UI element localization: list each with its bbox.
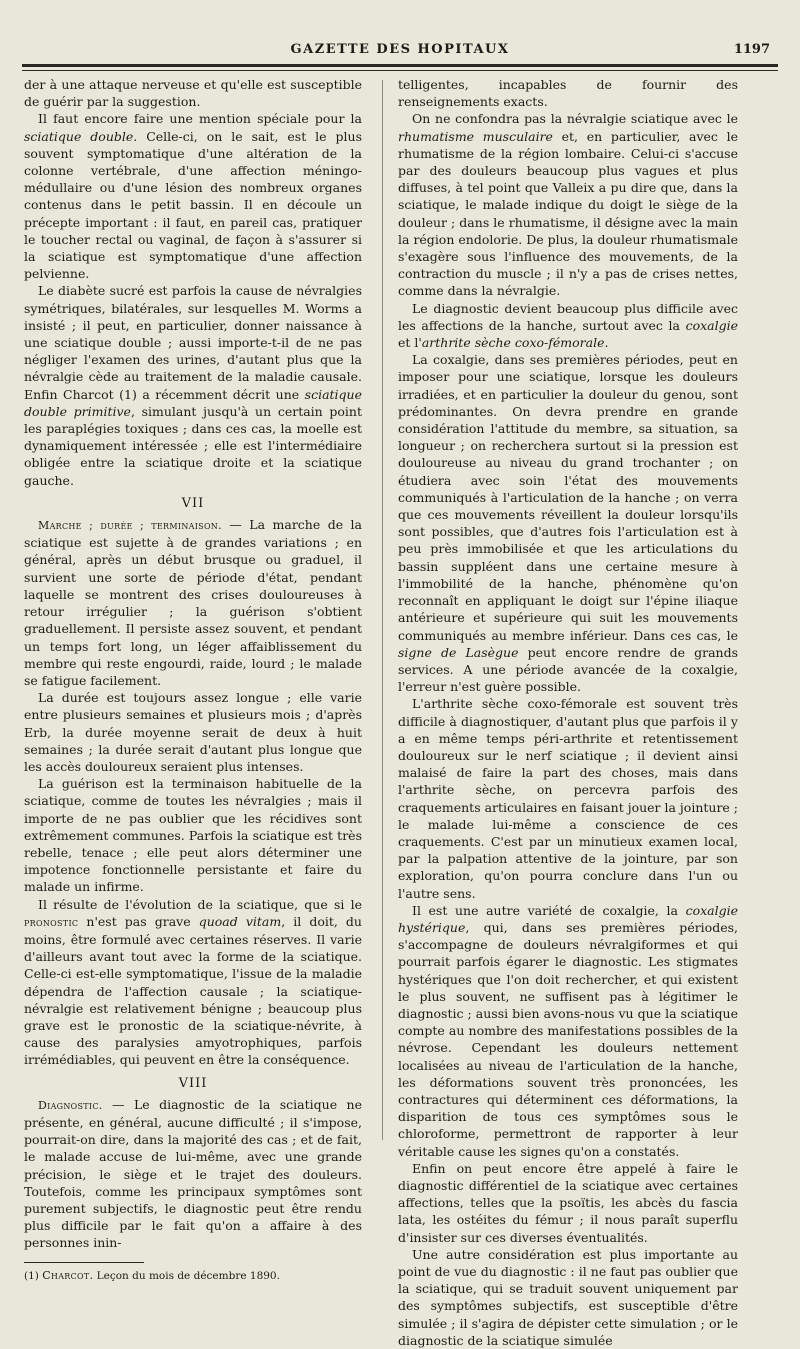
paragraph: On ne confondra pas la névralgie sciatique avec le rhumatisme musculaire et, en particulier, avec le rhumatisme de la région lombaire. Celui-ci s'accuse par des douleurs beaucoup plus vagues et plus diffuses, à tel point que Valleix a pu dire que, dans la sciatique, le malade indique du doigt le siège de la douleur ; dans le rhumatisme, il désigne avec la main la région endolorie. De plus, la douleur rhumatismale s'exagère sous l'influence des mouvements, de la contraction du muscle ; il n'y a pas de crises nettes, comme dans la névralgie. [398,111,738,299]
paragraph: Il est une autre variété de coxalgie, la coxalgie hystérique, qui, dans ses premières périodes, s'accompagne de douleurs névralgiformes et qui pourrait parfois égarer le diagnostic. Les stigmates hystériques que l'on doit rechercher, et qui existent le plus souvent, ne suffisent pas à légitimer le diagnostic ; aussi bien avons-nous vu que la sciatique compte au nombre des manifestations possibles de la névrose. Cependant les douleurs nettement localisées au niveau de l'articulation de la hanche, les déformations souvent très prononcées, les contractures qui déterminent ces déformations, la disparition de tous ces symptômes sous le chloroforme, permettront de rapporter à leur véritable cause les signes qu'on a constatés. [398,902,738,1159]
left-column [24,76,362,1283]
section-number: VIII [178,1075,208,1091]
footnote-rule [24,1262,144,1263]
paragraph: Le diabète sucré est parfois la cause de névralgies symétriques, bilatérales, sur lesquelles M. Worms a insisté ; il peut, en particulier, donner naissance à une sciatique double ; aussi importe-t-il de ne pas négliger l'examen des urines, d'autant plus que la névralgie cède au traitement de la maladie causale. Enfin Charcot (1) a récemment décrit une sciatique double primitive, simulant jusqu'à un certain point les paraplégies toxiques ; dans ces cas, la moelle est dynamiquement intéressée ; elle est l'intermédiaire obligée entre la sciatique droite et la sciatique gauche. [24,283,362,488]
paragraph: Une autre considération est plus importante au point de vue du diagnostic : il ne faut pas oublier que la sciatique, qui se traduit souvent uniquement par des symptômes subjectifs, est susceptible d'être simulée ; il s'agira de dépister cette simulation ; or le diagnostic de la sciatique simulée [398,1246,738,1348]
paragraph: L'arthrite sèche coxo-fémorale est souvent très difficile à diagnostiquer, d'autant plus que parfois il y a en même temps péri-arthrite et retentissement douloureux sur le nerf sciatique ; il devient ainsi malaisé de faire la part des choses, mais dans l'arthrite sèche, on percevra parfois des craquements articulaires en faisant jouer la jointure ; le malade lui-même a conscience de ces craquements. C'est par un minutieux examen local, par la palpation attentive de la jointure, par son exploration, qu'on pourra conclure dans l'un ou l'autre sens. [398,696,739,901]
section-number: VII [181,495,205,511]
paragraph: La guérison est la terminaison habituelle de la sciatique, comme de toutes les névralgies ; mais il importe de ne pas oublier que les récidives sont extrêmement communes. Parfois la sciatique est très rebelle, tenace ; elle peut alors déterminer une impotence fonctionnelle persistante et faire du malade un infirme. [24,776,362,895]
paragraph: Il résulte de l'évolution de la sciatique, que si le pronostic n'est pas grave quoad vitam, il doit, du moins, être formulé avec certaines réserves. Il varie d'ailleurs avant tout avec la forme de la sciatique. Celle-ci est-elle symptomatique, l'issue de la maladie dépendra de l'affection causale ; la sciatique-névralgie est relativement bénigne ; beaucoup plus grave est le pronostic de la sciatique-névrite, à cause des paralysies amyotrophiques, parfois irrémédiables, qui peuvent en être la conséquence. [24,896,362,1068]
page-number: 1197 [733,42,770,57]
column-divider [382,80,383,1140]
paragraph: Il faut encore faire une mention spéciale pour la sciatique double. Celle-ci, on le sait, est le plus souvent symptomatique d'une altération de la colonne vertébrale, d'une affection méningo-médullaire ou d'une lésion des nombreux organes contenus dans le petit bassin. Il en découle un précepte important : il faut, en pareil cas, pratiquer le toucher rectal ou vaginal, de façon à s'assurer si la sciatique est symptomatique d'une affection pelvienne. [24,111,362,282]
header-rule-thin [22,70,778,71]
paragraph: Enfin on peut encore être appelé à faire le diagnostic différentiel de la sciatique avec certaines affections, telles que la psoïtis, les abcès du fascia lata, les ostéites du fémur ; il nous paraît superflu d'insister sur ces diverses éventualités. [398,1160,738,1245]
paragraph: Marche ; durée ; terminaison. — La marche de la sciatique est sujette à de grandes variations ; en général, après un début brusque ou graduel, il survient une sorte de période d'état, pendant laquelle se montrent des crises douloureuses à retour irrégulier ; la guérison s'obtient graduellement. Il persiste assez souvent, et pendant un temps fort long, un léger affaiblissement du membre qui reste engourdi, raide, lourd ; le malade se fatigue facilement. [24,517,363,688]
paragraph: Diagnostic. — Le diagnostic de la sciatique ne présente, en général, aucune difficulté ; il s'impose, pourrait-on dire, dans la majorité des cas ; et de fait, le malade accuse de lui-même, avec une grande précision, le siège et le trajet des douleurs. Toutefois, comme les principaux symptômes sont purement subjectifs, le diagnostic peut être rendu plus difficile par le fait qu'on a affaire à des personnes inin- [24,1096,362,1251]
paragraph: La durée est toujours assez longue ; elle varie entre plusieurs semaines et plusieurs mois ; d'après Erb, la durée moyenne serait de deux à huit semaines ; la durée serait d'autant plus longue que les accès douloureux seraient plus intenses. [24,690,362,774]
paragraph: Le diagnostic devient beaucoup plus difficile avec les affections de la hanche, surtout avec la coxalgie et l'arthrite sèche coxo-fémorale. [398,300,738,351]
paragraph: der à une attaque nerveuse et qu'elle est susceptible de guérir par la suggestion. [24,77,362,110]
paragraph: La coxalgie, dans ses premières périodes, peut en imposer pour une sciatique, lorsque les douleurs irradiées, et en particulier la douleur du genou, sont prédominantes. On devra prendre en grande considération l'attitude du membre, sa situation, sa longueur ; on recherchera surtout si la pression est douloureuse au niveau du grand trochanter ; on étudiera avec soin l'état des mouvements communiqués à l'articulation de la hanche ; on verra que ces mouvements réveillent la douleur lorsqu'ils sont possibles, que d'autres fois l'articulation est à peu près immobilisée et que les articulations du bassin suppléent dans une certaine mesure à l'immobilité de la hanche, phénomène qu'on reconnaît en appliquant le doigt sur l'épine iliaque antérieure et supérieure qui suit les mouvements communiqués au membre inférieur. Dans ces cas, le signe de Lasègue peut encore rendre de grands services. A une période avancée de la coxalgie, l'erreur n'est guère possible. [398,352,738,695]
paragraph: telligentes, incapables de fournir des renseignements exacts. [398,77,738,110]
section-heading: Diagnostic. [38,1098,103,1112]
page-header [22,42,778,64]
section-heading: Marche ; durée ; terminaison. [38,519,222,533]
right-column [398,76,738,1349]
footnote: (1) Charcot. Leçon du mois de décembre 1890. [24,1268,280,1282]
header-rule-thick [22,64,778,67]
journal-title: GAZETTE DES HOPITAUX [290,42,510,57]
